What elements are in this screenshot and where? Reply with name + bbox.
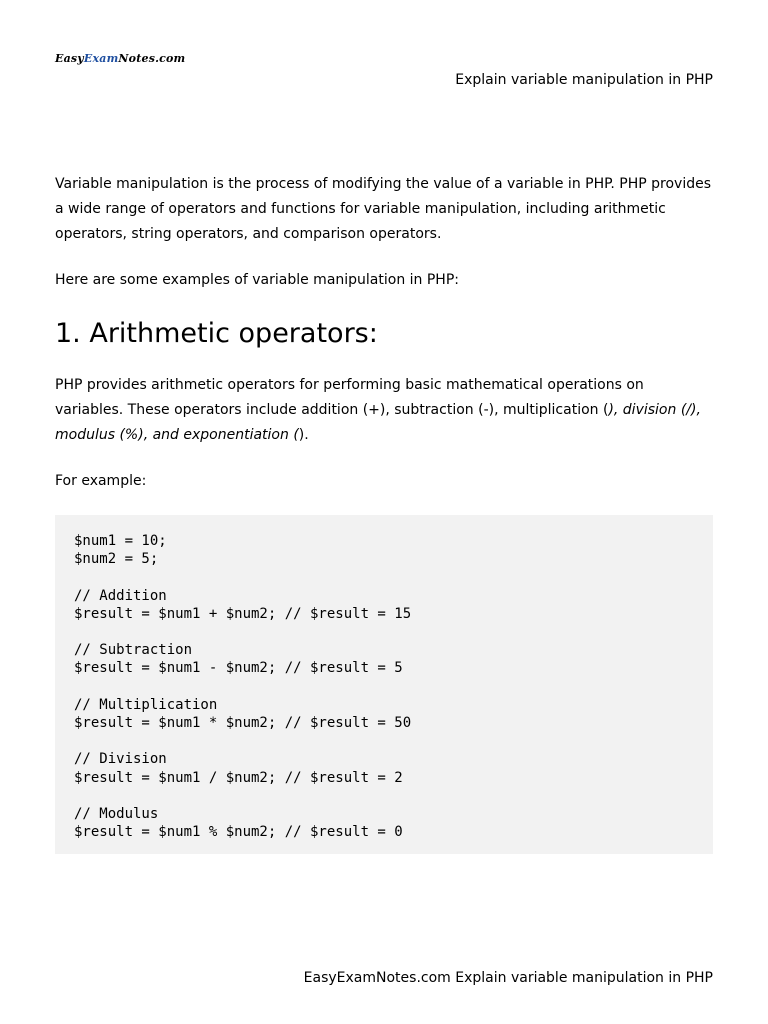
- code-line: [74, 568, 694, 586]
- code-line: [74, 678, 694, 696]
- arithmetic-text-italic: ), division (/), modulus (%), and exponentiation (: [55, 402, 701, 443]
- arithmetic-paragraph: [55, 373, 713, 448]
- example-label: For example:: [55, 473, 147, 489]
- code-line: $num1 = 10;: [74, 533, 167, 549]
- code-line: $result = $num1 * $num2; // $result = 50: [74, 715, 412, 732]
- site-logo[interactable]: [55, 52, 185, 65]
- code-line: $result = $num1 + $num2; // $result = 15: [74, 605, 412, 622]
- logo-text-easy: Easy: [55, 52, 84, 65]
- intro-examples-line: Here are some examples of variable manipulation in PHP:: [55, 272, 459, 288]
- arithmetic-text-b: ).: [298, 427, 309, 443]
- code-line: $result = $num1 % $num2; // $result = 0: [74, 824, 403, 841]
- code-line: $result = $num1 - $num2; // $result = 5: [74, 660, 403, 677]
- header-title: Explain variable manipulation in PHP: [455, 72, 713, 88]
- code-line: [74, 787, 694, 805]
- code-line: // Subtraction: [74, 642, 193, 659]
- code-line: // Modulus: [74, 806, 159, 823]
- code-line: // Addition: [74, 587, 167, 604]
- code-line: // Multiplication: [74, 696, 218, 713]
- code-line: $result = $num1 / $num2; // $result = 2: [74, 769, 403, 786]
- intro-paragraph: Variable manipulation is the process of modifying the value of a variable in PHP. PHP provides a wide range of operators and functions for variable manipulation, including arithmetic operators, string operators, and comparison operators.: [55, 176, 712, 242]
- code-line: [74, 623, 694, 641]
- code-line: $num2 = 5;: [74, 551, 159, 568]
- section-heading-arithmetic: 1. Arithmetic operators:: [55, 318, 378, 349]
- code-line: // Division: [74, 751, 167, 768]
- footer-text: EasyExamNotes.com Explain variable manipulation in PHP: [303, 970, 713, 986]
- logo-text-exam: Exam: [83, 52, 119, 65]
- article-content: [55, 172, 713, 854]
- code-line: [74, 732, 694, 750]
- arithmetic-text-a: PHP provides arithmetic operators for performing basic mathematical operations on variables. These operators include addition (+), subtraction (-), multiplication (: [55, 377, 644, 418]
- logo-text-notes: Notes.com: [118, 52, 186, 65]
- code-block: [55, 515, 713, 854]
